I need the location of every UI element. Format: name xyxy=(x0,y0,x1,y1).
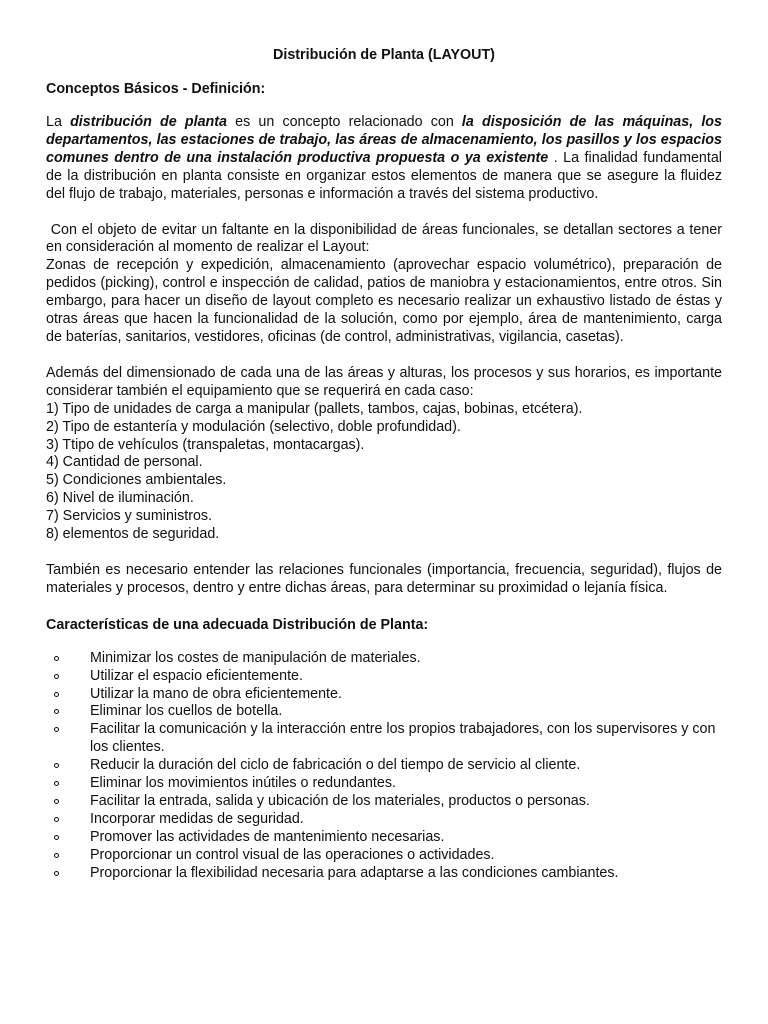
list-item xyxy=(46,865,722,883)
areas-body: Zonas de recepción y expedición, almacenamiento (aprovechar espacio volumétrico), preparación de pedidos (picking), control e inspección de calidad, patios de maniobra y estacionamientos, entre otros. Sin embargo, para hacer un diseño de layout completo es necesario realizar un exhaustivo listado de éstas y otras áreas que hacen la funcionalidad de la solución, como por ejemplo, área de mantenimiento, carga de baterías, sanitarios, vestidores, oficinas (de control, administrativas, vigilancia, casetas). xyxy=(46,257,722,345)
emphasis-term: distribución de planta xyxy=(70,114,227,130)
circle-bullet-icon xyxy=(54,853,59,858)
circle-bullet-icon xyxy=(54,656,59,661)
text-span: La xyxy=(46,114,71,130)
circle-bullet-icon xyxy=(54,799,59,804)
list-item: 7) Servicios y suministros. xyxy=(46,508,213,525)
areas-intro: Con el objeto de evitar un faltante en la disponibilidad de áreas funcionales, se detallan sectores a tener en consideración al momento de realizar el Layout: xyxy=(46,221,726,256)
list-item: 4) Cantidad de personal. xyxy=(46,454,203,471)
list-item xyxy=(46,650,722,668)
list-item: 2) Tipo de estantería y modulación (selectivo, doble profundidad). xyxy=(46,418,461,435)
list-item: 3) Ttipo de vehículos (transpaletas, montacargas). xyxy=(46,436,365,453)
list-item xyxy=(46,686,722,704)
list-item-text: Facilitar la comunicación y la interacción entre los propios trabajadores, con los supervisores y con los clientes. xyxy=(90,721,716,756)
list-item xyxy=(46,811,722,829)
list-item-text: Utilizar la mano de obra eficientemente. xyxy=(90,685,342,702)
section-heading-concepts: Conceptos Básicos - Definición: xyxy=(46,81,266,97)
list-item-text: Reducir la duración del ciclo de fabricación o del tiempo de servicio al cliente. xyxy=(90,757,581,774)
equipment-intro: Además del dimensionado de cada una de las áreas y alturas, los procesos y sus horarios, es importante considerar también el equipamiento que se requerirá en cada caso: xyxy=(46,364,722,399)
circle-bullet-icon xyxy=(54,763,59,768)
list-item-text: Facilitar la entrada, salida y ubicación de los materiales, productos o personas. xyxy=(90,793,590,809)
circle-bullet-icon xyxy=(54,871,59,876)
list-item: 1) Tipo de unidades de carga a manipular (pallets, tambos, cajas, bobinas, etcétera). xyxy=(46,400,583,417)
list-item-text: Incorporar medidas de seguridad. xyxy=(90,810,304,827)
list-item: 5) Condiciones ambientales. xyxy=(46,472,227,489)
characteristics-list xyxy=(46,650,722,883)
circle-bullet-icon xyxy=(54,709,59,714)
list-item xyxy=(46,721,722,757)
equipment-block xyxy=(46,365,722,544)
list-item-text: Promover las actividades de mantenimiento necesarias. xyxy=(90,828,445,845)
list-item-text: Proporcionar un control visual de las operaciones o actividades. xyxy=(90,846,495,863)
list-item xyxy=(46,847,722,865)
list-item xyxy=(46,775,722,793)
list-item xyxy=(46,703,722,721)
definition-paragraph xyxy=(46,114,722,204)
text-span: es un concepto relacionado con xyxy=(226,114,462,130)
circle-bullet-icon xyxy=(54,727,59,732)
relations-paragraph: También es necesario entender las relaciones funcionales (importancia, frecuencia, seguridad), flujos de materiales y procesos, dentro y entre dichas áreas, para determinar su proximidad o lejanía física. xyxy=(46,561,722,596)
list-item-text: Utilizar el espacio eficientemente. xyxy=(90,667,303,684)
list-item: 8) elementos de seguridad. xyxy=(46,526,220,543)
text-span: . La finalidad fundamental de la distribución en planta consiste en organizar estos elementos de manera que se asegure la fluidez del flujo de trabajo, materiales, personas e información a través del sistema productivo. xyxy=(46,149,722,202)
emphasis-definition: la disposición de las máquinas, los departamentos, las estaciones de trabajo, las áreas de almacenamiento, los pasillos y los espacios comunes dentro de una instalación productiva propuesta o ya existente xyxy=(46,114,722,166)
equipment-list xyxy=(46,401,722,544)
list-item xyxy=(46,829,722,847)
section-heading-characteristics: Características de una adecuada Distribución de Planta: xyxy=(46,616,429,633)
circle-bullet-icon xyxy=(54,692,59,697)
circle-bullet-icon xyxy=(54,835,59,840)
list-item: 6) Nivel de iluminación. xyxy=(46,490,194,507)
list-item-text: Minimizar los costes de manipulación de materiales. xyxy=(90,649,421,666)
list-item-text: Proporcionar la flexibilidad necesaria para adaptarse a las condiciones cambiantes. xyxy=(90,864,619,881)
circle-bullet-icon xyxy=(54,781,59,786)
list-item-text: Eliminar los cuellos de botella. xyxy=(90,703,283,720)
list-item xyxy=(46,668,722,686)
circle-bullet-icon xyxy=(54,817,59,822)
list-item xyxy=(46,793,722,811)
circle-bullet-icon xyxy=(54,674,59,679)
document-title: Distribución de Planta (LAYOUT) xyxy=(273,47,495,63)
list-item xyxy=(46,757,722,775)
areas-block xyxy=(46,221,726,347)
list-item-text: Eliminar los movimientos inútiles o redundantes. xyxy=(90,775,396,792)
